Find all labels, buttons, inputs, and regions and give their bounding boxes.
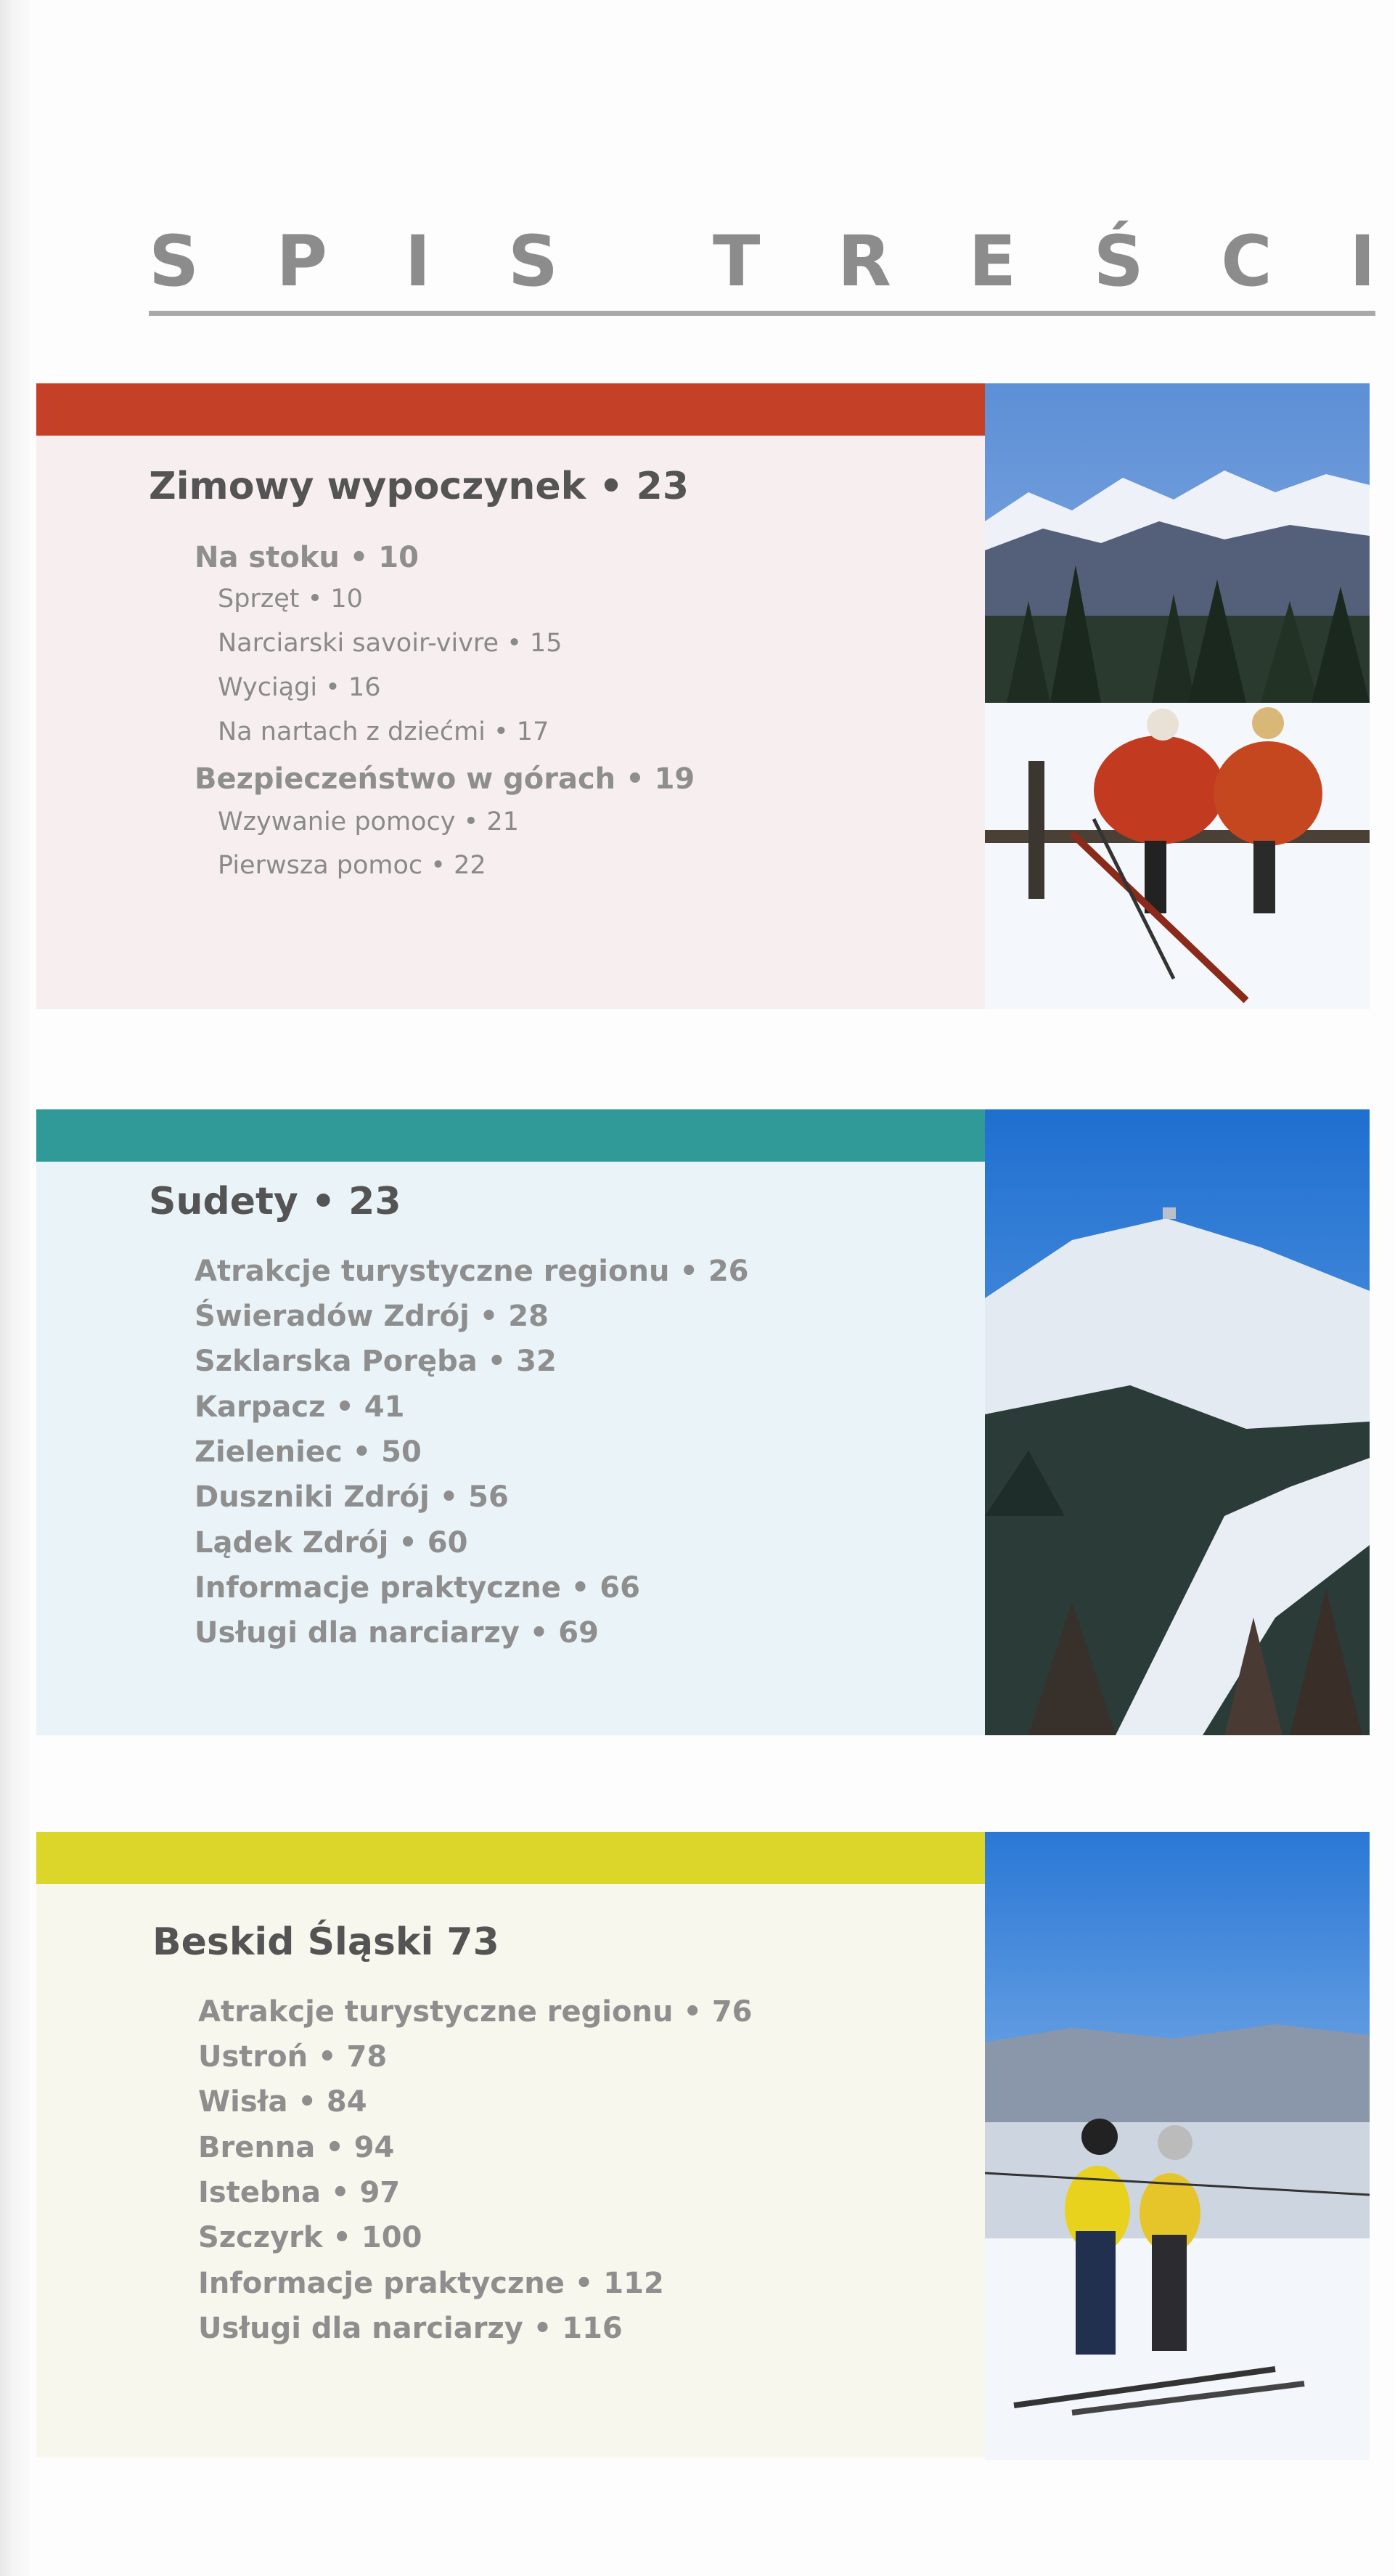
toc-subentry: Na nartach z dziećmi • 17 — [218, 717, 549, 746]
photo-snowy-mountain — [985, 1109, 1370, 1735]
photo-skiers-on-bench — [985, 383, 1370, 1009]
toc-entry: Duszniki Zdrój • 56 — [195, 1480, 509, 1514]
toc-entry: Informacje praktyczne • 66 — [195, 1571, 640, 1605]
toc-subentry: Wzywanie pomocy • 21 — [218, 807, 519, 836]
toc-entry: Istebna • 97 — [198, 2176, 401, 2209]
toc-entry: Karpacz • 41 — [195, 1390, 405, 1424]
toc-entry: Szklarska Poręba • 32 — [195, 1345, 557, 1378]
toc-subentry: Narciarski savoir-vivre • 15 — [218, 629, 562, 658]
toc-section-sudety — [36, 1162, 994, 1735]
toc-chapter-heading: Beskid Śląski 73 — [152, 1920, 499, 1964]
toc-subentry: Wyciągi • 16 — [218, 673, 381, 702]
title-letter: I — [1349, 221, 1375, 302]
photo-skiers-on-slope — [985, 1832, 1370, 2460]
title-letter: T — [713, 221, 761, 302]
toc-entry: Ustroń • 78 — [198, 2040, 388, 2074]
title-letter: C — [1221, 221, 1272, 302]
toc-entry: Usługi dla narciarzy • 116 — [198, 2312, 623, 2345]
toc-entry: Szczyrk • 100 — [198, 2221, 422, 2254]
toc-chapter-heading: Sudety • 23 — [149, 1180, 401, 1223]
toc-section-beskid — [36, 1884, 994, 2458]
toc-subentry: Pierwsza pomoc • 22 — [218, 851, 486, 880]
toc-entry: Brenna • 94 — [198, 2131, 395, 2164]
page-title — [149, 218, 1375, 305]
toc-entry: Atrakcje turystyczne regionu • 26 — [195, 1255, 749, 1288]
title-letter: I — [404, 221, 431, 302]
toc-entry: Lądek Zdrój • 60 — [195, 1526, 468, 1560]
section-color-band — [36, 1109, 985, 1162]
toc-entry: Świeradów Zdrój • 28 — [195, 1300, 549, 1333]
section-color-band — [36, 1832, 985, 1884]
page-binding-shadow — [0, 0, 30, 2576]
section-color-band — [36, 383, 1021, 436]
title-letter: Ś — [1093, 221, 1144, 302]
toc-entry: Atrakcje turystyczne regionu • 76 — [198, 1995, 753, 2029]
title-letter: S — [149, 221, 200, 302]
toc-entry: Na stoku • 10 — [195, 541, 419, 574]
title-letter: P — [276, 221, 328, 302]
title-letter: R — [838, 221, 891, 302]
toc-subentry: Sprzęt • 10 — [218, 584, 363, 614]
toc-section-winter — [36, 436, 994, 1009]
toc-entry: Bezpieczeństwo w górach • 19 — [195, 762, 695, 796]
toc-chapter-heading: Zimowy wypoczynek • 23 — [149, 465, 690, 508]
toc-entry: Usługi dla narciarzy • 69 — [195, 1616, 599, 1650]
toc-entry: Zieleniec • 50 — [195, 1435, 422, 1469]
toc-entry: Informacje praktyczne • 112 — [198, 2267, 664, 2300]
title-letter: E — [968, 221, 1017, 302]
toc-entry: Wisła • 84 — [198, 2085, 367, 2119]
title-underline — [149, 311, 1375, 316]
title-letter: S — [507, 221, 558, 302]
